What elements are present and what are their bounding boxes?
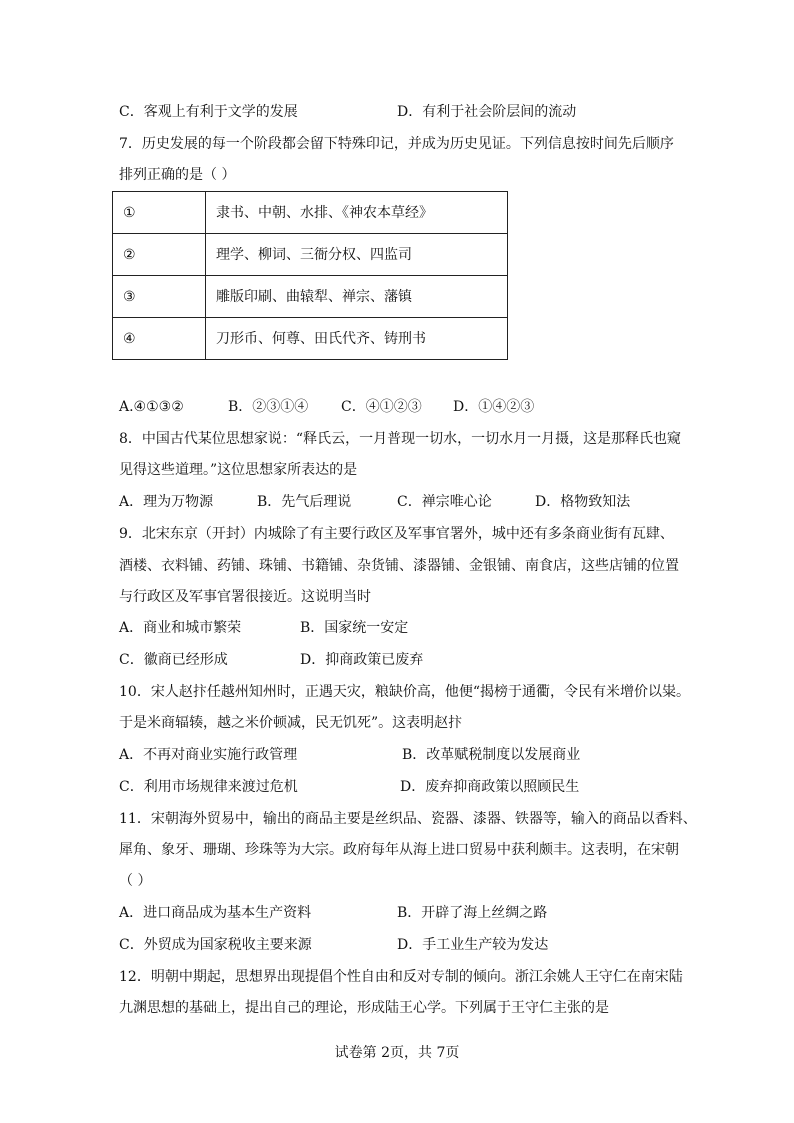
q10-option-d: D．废弃抑商政策以照顾民生 bbox=[400, 779, 580, 795]
q7-info-table bbox=[112, 191, 508, 360]
q9-stem-line-2: 酒楼、衣料铺、药铺、珠铺、书籍铺、杂货铺、漆器铺、金银铺、南食店，这些店铺的位置 bbox=[119, 558, 679, 574]
q9-option-a: A．商业和城市繁荣 bbox=[119, 620, 242, 636]
table-row-content: 理学、柳词、三衙分权、四监司 bbox=[206, 234, 508, 276]
q11-stem-line-1: 11．宋朝海外贸易中，输出的商品主要是丝织品、瓷器、漆器、铁器等，输入的商品以香料、 bbox=[119, 811, 697, 827]
q8-option-a: A．理为万物源 bbox=[119, 494, 214, 510]
q11-stem-line-3: （ ） bbox=[119, 873, 152, 889]
page-footer: 试卷第 2页，共 7页 bbox=[334, 1045, 460, 1061]
q8-option-b: B．先气后理说 bbox=[257, 494, 352, 510]
q7-option-c: C．④①②③ bbox=[341, 399, 422, 415]
table-row bbox=[113, 318, 508, 360]
q6-option-d: D．有利于社会阶层间的流动 bbox=[397, 104, 577, 120]
q9-option-b: B．国家统一安定 bbox=[300, 620, 409, 636]
table-row bbox=[113, 234, 508, 276]
table-row-number: ④ bbox=[113, 318, 206, 360]
q6-option-c: C．客观上有利于文学的发展 bbox=[119, 104, 298, 120]
table-row bbox=[113, 276, 508, 318]
q10-stem-line-1: 10．宋人赵抃任越州知州时，正遇天灾，粮缺价高，他便“揭榜于通衢，令民有米增价以粜。 bbox=[119, 684, 690, 700]
q7-option-d: D．①④②③ bbox=[453, 399, 535, 415]
table-row-content: 雕版印刷、曲辕犁、禅宗、藩镇 bbox=[206, 276, 508, 318]
q7-option-b: B．②③①④ bbox=[228, 399, 309, 415]
q10-option-b: B．改革赋税制度以发展商业 bbox=[402, 747, 581, 763]
q10-option-a: A．不再对商业实施行政管理 bbox=[119, 747, 298, 763]
q11-option-b: B．开辟了海上丝绸之路 bbox=[397, 905, 548, 921]
q8-stem-line-1: 8．中国古代某位思想家说：“释氏云，一月普现一切水，一切水月一月摄，这是那释氏也窥 bbox=[119, 431, 682, 447]
table-row-number: ① bbox=[113, 192, 206, 234]
table-row-content: 隶书、中朝、水排、《神农本草经》 bbox=[206, 192, 508, 234]
q9-option-d: D．抑商政策已废弃 bbox=[300, 652, 424, 668]
q12-stem-line-2: 九渊思想的基础上，提出自己的理论，形成陆王心学。下列属于王守仁主张的是 bbox=[119, 1000, 609, 1016]
table-row-content: 刀形币、何尊、田氏代齐、铸刑书 bbox=[206, 318, 508, 360]
q10-option-c: C．利用市场规律来渡过危机 bbox=[119, 779, 298, 795]
table-row-number: ③ bbox=[113, 276, 206, 318]
q7-stem-line-2: 排列正确的是（ ） bbox=[119, 167, 236, 183]
q8-stem-line-2: 见得这些道理。”这位思想家所表达的是 bbox=[119, 462, 358, 478]
q11-option-a: A．进口商品成为基本生产资料 bbox=[119, 905, 312, 921]
q8-option-d: D．格物致知法 bbox=[535, 494, 631, 510]
q11-option-c: C．外贸成为国家税收主要来源 bbox=[119, 937, 312, 953]
q9-stem-line-1: 9．北宋东京（开封）内城除了有主要行政区及军事官署外，城中还有多条商业街有瓦肆、 bbox=[119, 526, 674, 542]
q7-stem-line-1: 7．历史发展的每一个阶段都会留下特殊印记，并成为历史见证。下列信息按时间先后顺序 bbox=[119, 136, 674, 152]
q7-option-a: A.④①③② bbox=[119, 399, 184, 415]
q11-stem-line-2: 犀角、象牙、珊瑚、珍珠等为大宗。政府每年从海上进口贸易中获利颇丰。这表明，在宋朝 bbox=[119, 842, 679, 858]
q12-stem-line-1: 12．明朝中期起，思想界出现提倡个性自由和反对专制的倾向。浙江余姚人王守仁在南宋陆 bbox=[119, 969, 683, 985]
table-row-number: ② bbox=[113, 234, 206, 276]
q9-stem-line-3: 与行政区及军事官署很接近。这说明当时 bbox=[119, 589, 371, 605]
q9-option-c: C．徽商已经形成 bbox=[119, 652, 228, 668]
q8-option-c: C．禅宗唯心论 bbox=[397, 494, 492, 510]
q11-option-d: D．手工业生产较为发达 bbox=[397, 937, 549, 953]
table-row bbox=[113, 192, 508, 234]
q10-stem-line-2: 于是米商辐辏，越之米价顿减，民无饥死”。这表明赵抃 bbox=[119, 715, 463, 731]
